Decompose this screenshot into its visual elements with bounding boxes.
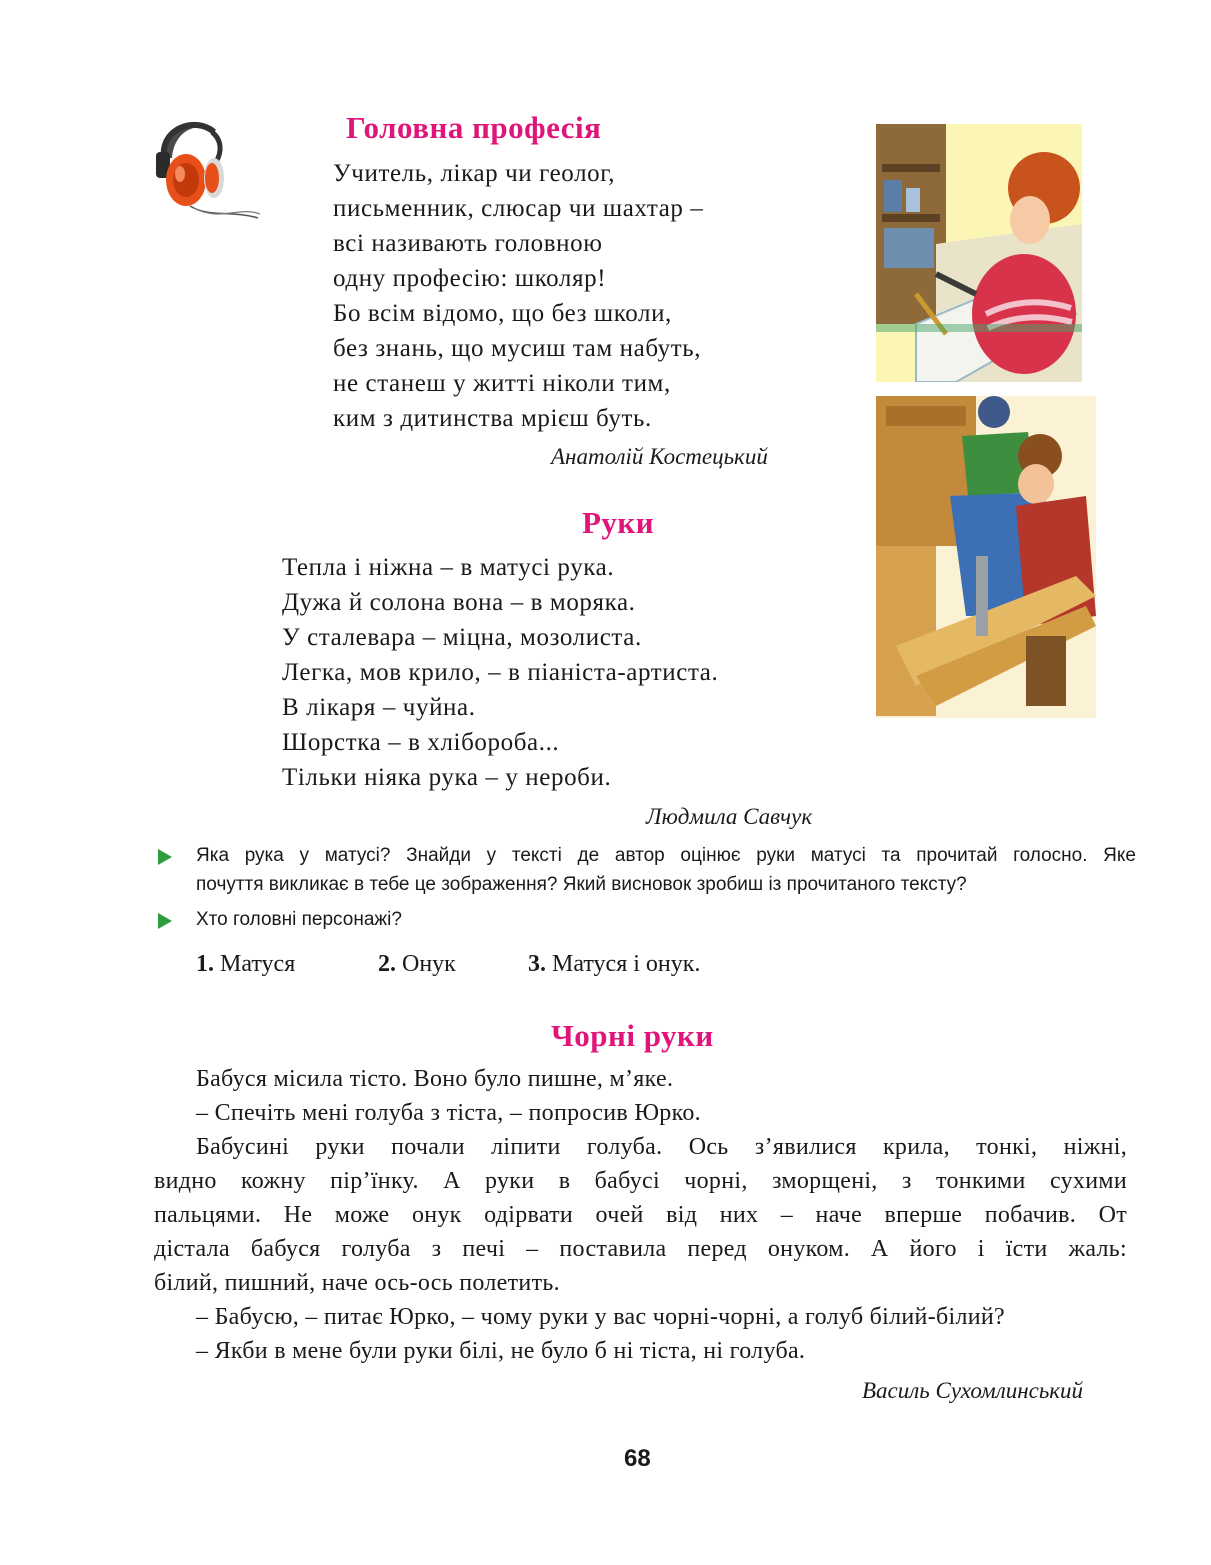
poem-title: Головна професія — [346, 110, 602, 145]
story-line: пальцями. Не може онук одірвати очей від них – наче вперше побачив. От — [154, 1202, 1127, 1228]
poem-title: Руки — [582, 505, 655, 540]
poem-line: Учитель, лікар чи геолог, — [333, 160, 616, 187]
poem-line: без знань, що мусиш там набуть, — [333, 335, 702, 362]
poem-line: Шорстка – в хлібороба... — [282, 729, 560, 756]
story-line: дістала бабуся голуба з печі – поставила перед онуком. А його і їсти жаль: — [154, 1236, 1127, 1262]
option-number: 3. — [528, 951, 546, 977]
poem-line: Тепла і ніжна – в матусі рука. — [282, 554, 615, 581]
poem-line: ким з дитинства мрієш буть. — [333, 405, 652, 432]
poem-line: Бо всім відомо, що без школи, — [333, 300, 672, 327]
story-line: – Спечіть мені голуба з тіста, – попросив Юрко. — [196, 1100, 701, 1126]
story-author: Василь Сухомлинський — [862, 1378, 1084, 1403]
poem-line: одну професію: школяр! — [333, 265, 607, 292]
option-number: 2. — [378, 951, 396, 977]
question-line: Яка рука у матусі? Знайди у тексті де автор оцінює руки матусі та прочитай голосно. Яке — [196, 845, 1136, 866]
poem-line: В лікаря – чуйна. — [282, 694, 476, 721]
poem-line: письменник, слюсар чи шахтар – — [333, 195, 704, 222]
headphones-icon — [150, 118, 262, 222]
option-number: 1. — [196, 951, 214, 977]
poem-line: не станеш у житті ніколи тим, — [333, 370, 671, 397]
poem-author: Анатолій Костецький — [551, 444, 768, 469]
poem-line: У сталевара – міцна, мозолиста. — [282, 624, 642, 651]
poem-author: Людмила Савчук — [646, 804, 813, 829]
story-body — [154, 1062, 1127, 1368]
bullet-arrow-icon — [158, 913, 172, 929]
story-line: видно кожну пір’їнку. А руки в бабусі чорні, зморщені, з тонкими сухими — [154, 1168, 1127, 1194]
boy-writing-illustration — [876, 124, 1082, 382]
story-line: Бабуся місила тісто. Воно було пишне, м’яке. — [196, 1066, 674, 1092]
question-1 — [196, 841, 1136, 899]
woodworking-illustration — [876, 396, 1096, 718]
answer-option-2 — [378, 951, 456, 978]
option-text: Онук — [402, 951, 456, 977]
answer-option-1 — [196, 951, 295, 978]
question-line: почуття викликає в тебе це зображення? Який висновок зробиш із прочитаного тексту? — [196, 874, 967, 895]
question-2: Хто головні персонажі? — [196, 909, 402, 930]
bullet-arrow-icon — [158, 849, 172, 865]
story-title: Чорні руки — [551, 1018, 714, 1053]
story-line: – Якби в мене були руки білі, не було б ні тіста, ні голуба. — [196, 1338, 806, 1364]
poem-line: всі називають головною — [333, 230, 603, 257]
story-line: Бабусині руки почали ліпити голуба. Ось з’явилися крила, тонкі, ніжні, — [196, 1134, 1127, 1160]
poem-line: Тільки ніяка рука – у нероби. — [282, 764, 612, 791]
poem-line: Дужа й солона вона – в моряка. — [282, 589, 636, 616]
answer-option-3 — [528, 951, 700, 978]
story-line: – Бабусю, – питає Юрко, – чому руки у вас чорні-чорні, а голуб білий-білий? — [196, 1304, 1005, 1330]
poem-line: Легка, мов крило, – в піаніста-артиста. — [282, 659, 719, 686]
page-number: 68 — [624, 1445, 651, 1472]
option-text: Матуся і онук. — [552, 951, 701, 977]
option-text: Матуся — [220, 951, 296, 977]
poem-body — [333, 156, 703, 436]
poem-body — [282, 550, 718, 795]
story-line: білий, пишний, наче ось-ось полетить. — [154, 1270, 560, 1296]
